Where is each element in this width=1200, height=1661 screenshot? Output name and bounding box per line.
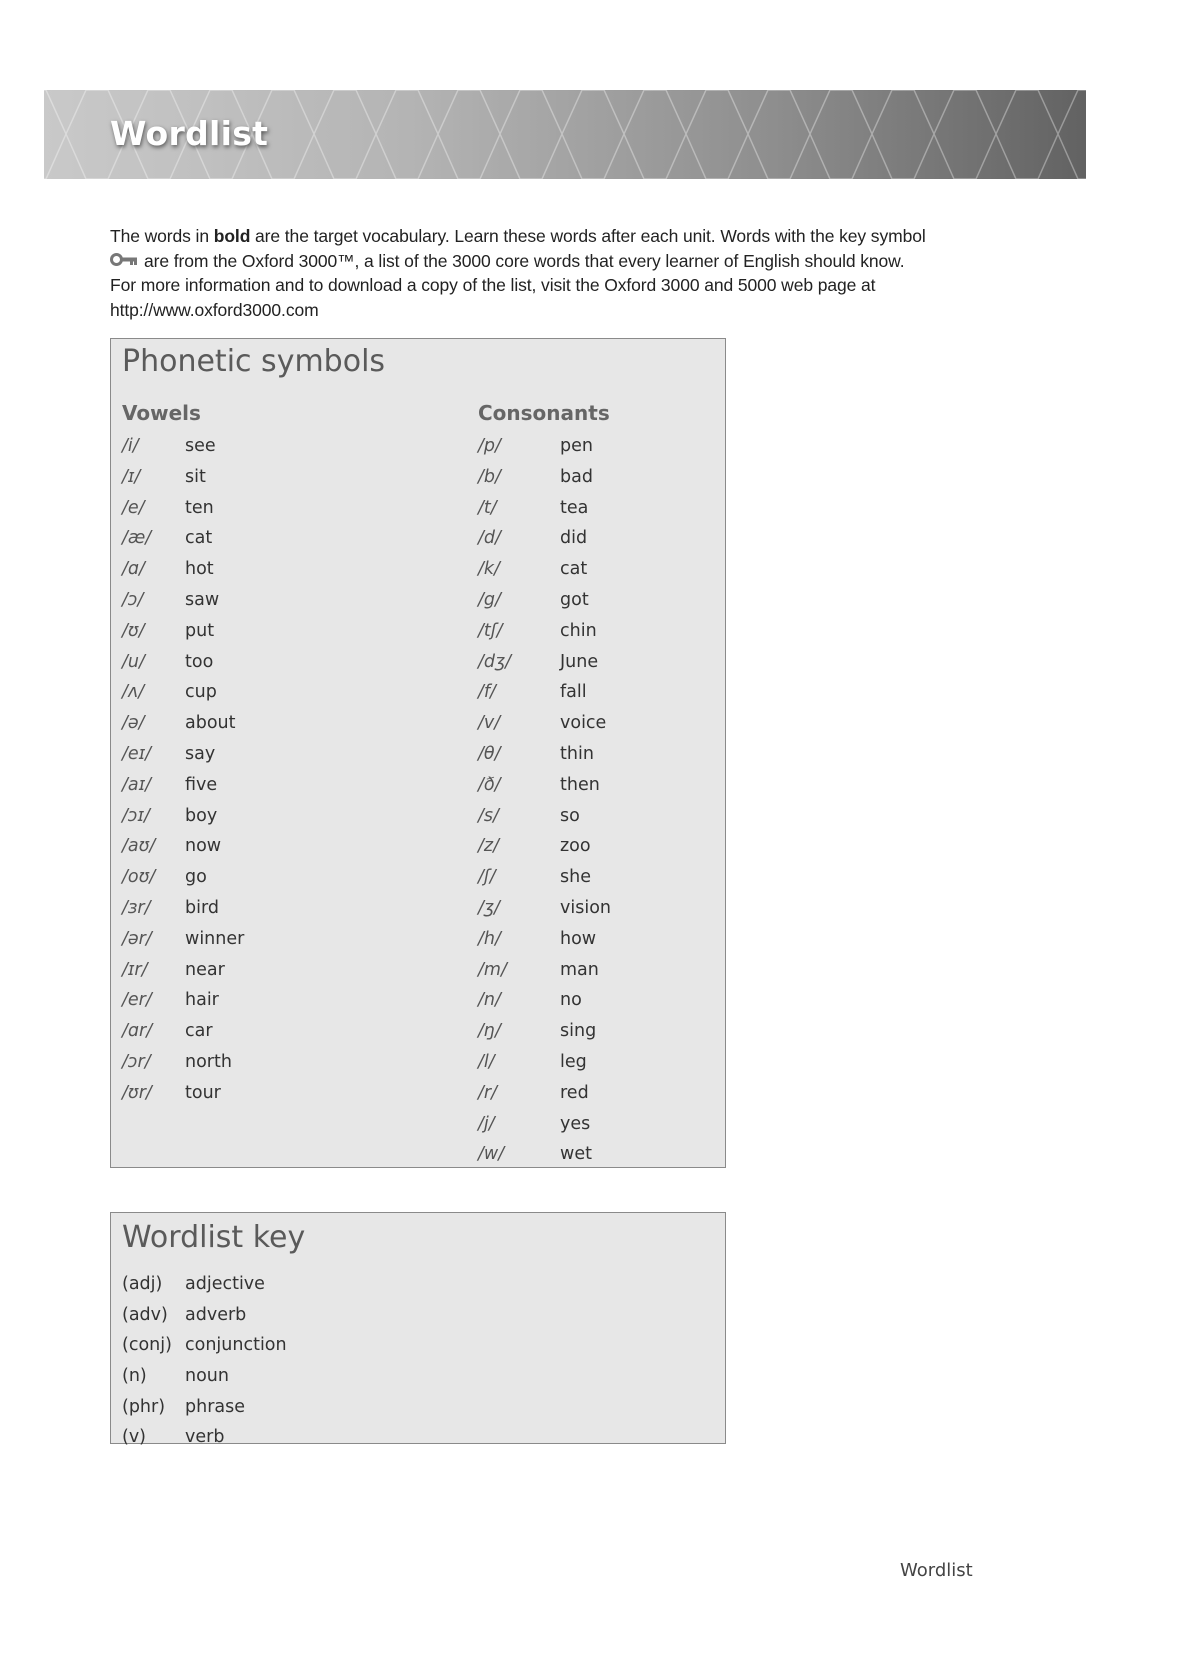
consonant-row bbox=[478, 862, 758, 893]
wordlist-key-panel bbox=[110, 1212, 726, 1448]
consonant-row bbox=[478, 1078, 758, 1109]
consonant-row bbox=[478, 585, 758, 616]
consonant-row-word: did bbox=[560, 528, 588, 549]
vowel-row-word: sit bbox=[185, 466, 206, 487]
vowel-row-word: near bbox=[185, 959, 225, 980]
consonant-row-symbol: /j/ bbox=[478, 1113, 495, 1134]
vowel-row-word: five bbox=[185, 774, 218, 795]
intro-text-segment: are from the Oxford 3000™, a list of the 3000 core words that every learner of English should know. bbox=[144, 250, 905, 271]
consonant-row-word: red bbox=[560, 1082, 589, 1103]
vowel-row bbox=[122, 431, 402, 462]
consonant-row-symbol: /dʒ/ bbox=[478, 651, 512, 672]
consonant-row-word: so bbox=[560, 805, 580, 826]
vowel-row-word: ten bbox=[185, 497, 214, 518]
vowel-row bbox=[122, 616, 402, 647]
vowel-row-symbol: /ʊ/ bbox=[122, 620, 145, 641]
consonant-row bbox=[478, 431, 758, 462]
consonant-row-symbol: /ʒ/ bbox=[478, 897, 500, 918]
consonant-row-symbol: /t/ bbox=[478, 497, 497, 518]
consonant-row bbox=[478, 831, 758, 862]
vowel-row-word: now bbox=[185, 836, 222, 857]
consonant-row-word: leg bbox=[560, 1051, 587, 1072]
key-row bbox=[122, 1300, 522, 1331]
page-title: Wordlist bbox=[110, 114, 269, 153]
key-row-abbr: (adj) bbox=[122, 1274, 163, 1294]
vowel-row-symbol: /ɔɪ/ bbox=[122, 805, 150, 826]
vowel-row-symbol: /u/ bbox=[122, 651, 145, 672]
key-row-full: adjective bbox=[185, 1274, 265, 1294]
consonant-row bbox=[478, 770, 758, 801]
vowel-row-symbol: /eɪ/ bbox=[122, 743, 152, 764]
vowel-row bbox=[122, 523, 402, 554]
consonant-row-word: got bbox=[560, 589, 589, 610]
vowel-row bbox=[122, 585, 402, 616]
consonant-row bbox=[478, 647, 758, 678]
consonant-row-symbol: /m/ bbox=[478, 959, 507, 980]
oxford3000-link[interactable]: http://www.oxford3000.com bbox=[110, 299, 319, 320]
intro-paragraph-1 bbox=[110, 224, 1030, 273]
vowel-row-word: tour bbox=[185, 1082, 221, 1103]
consonant-row-word: cat bbox=[560, 559, 588, 580]
vowel-row-word: about bbox=[185, 713, 236, 734]
consonant-row bbox=[478, 801, 758, 832]
consonant-row-word: thin bbox=[560, 743, 594, 764]
intro-bold-word: bold bbox=[213, 226, 251, 246]
consonant-row bbox=[478, 985, 758, 1016]
vowel-row-symbol: /ɔ/ bbox=[122, 589, 144, 610]
vowel-row bbox=[122, 462, 402, 493]
vowel-row-word: cup bbox=[185, 682, 217, 703]
consonant-row-word: then bbox=[560, 774, 600, 795]
consonant-row-word: how bbox=[560, 928, 597, 949]
vowel-row-symbol: /i/ bbox=[122, 436, 139, 456]
vowel-row-symbol: /e/ bbox=[122, 497, 145, 518]
wordlist-key-list bbox=[122, 1269, 522, 1453]
consonant-row-symbol: /g/ bbox=[478, 589, 501, 610]
consonant-row-word: voice bbox=[560, 713, 607, 734]
consonant-row-word: chin bbox=[560, 620, 597, 641]
vowel-row-word: see bbox=[185, 436, 216, 456]
header-banner bbox=[44, 90, 1086, 179]
vowel-row bbox=[122, 770, 402, 801]
key-row-full: phrase bbox=[185, 1396, 246, 1417]
key-row-abbr: (phr) bbox=[122, 1396, 166, 1417]
intro-text bbox=[110, 224, 1030, 322]
vowel-row-word: hot bbox=[185, 559, 214, 580]
consonant-row bbox=[478, 1047, 758, 1078]
consonant-row-symbol: /n/ bbox=[478, 990, 501, 1011]
consonant-row-word: wet bbox=[560, 1144, 592, 1165]
vowel-row bbox=[122, 1078, 402, 1109]
consonant-row-symbol: /h/ bbox=[478, 928, 501, 949]
vowel-row-symbol: /ɪr/ bbox=[122, 959, 148, 980]
wordlist-key-title: Wordlist key bbox=[122, 1220, 306, 1255]
vowel-row bbox=[122, 1047, 402, 1078]
vowel-row-word: north bbox=[185, 1051, 232, 1072]
vowel-row-word: cat bbox=[185, 528, 213, 549]
key-row bbox=[122, 1330, 522, 1361]
vowel-row-symbol: /ʊr/ bbox=[122, 1082, 152, 1103]
consonant-row-word: bad bbox=[560, 466, 593, 487]
key-row-full: noun bbox=[185, 1366, 229, 1387]
vowel-row-word: boy bbox=[185, 805, 218, 826]
vowel-row-word: put bbox=[185, 620, 215, 641]
vowel-row-symbol: /er/ bbox=[122, 990, 152, 1011]
consonant-row bbox=[478, 1016, 758, 1047]
key-row-abbr: (adv) bbox=[122, 1304, 168, 1325]
intro-text-segment: The words in bbox=[110, 226, 214, 246]
consonant-row-word: tea bbox=[560, 497, 589, 518]
vowel-row-word: saw bbox=[185, 589, 220, 610]
vowel-row-symbol: /ɑ/ bbox=[122, 559, 145, 580]
vowel-row bbox=[122, 862, 402, 893]
consonant-row-symbol: /k/ bbox=[478, 559, 500, 580]
consonant-row bbox=[478, 554, 758, 585]
vowel-row-word: too bbox=[185, 651, 214, 672]
vowel-row bbox=[122, 985, 402, 1016]
vowel-row-word: hair bbox=[185, 990, 219, 1011]
key-row bbox=[122, 1269, 522, 1300]
consonant-row-symbol: /f/ bbox=[478, 682, 496, 703]
consonant-row bbox=[478, 616, 758, 647]
consonant-row-word: fall bbox=[560, 682, 587, 703]
vowel-row-word: winner bbox=[185, 928, 245, 949]
vowel-row-symbol: /ə/ bbox=[122, 713, 145, 734]
consonant-row-symbol: /d/ bbox=[478, 528, 501, 549]
consonant-row bbox=[478, 955, 758, 986]
phonetic-symbols-title: Phonetic symbols bbox=[122, 344, 386, 379]
vowel-row bbox=[122, 677, 402, 708]
consonant-row bbox=[478, 493, 758, 524]
key-row-full: adverb bbox=[185, 1304, 247, 1325]
vowel-row-symbol: /ɔr/ bbox=[122, 1051, 151, 1072]
vowel-row-symbol: /ɪ/ bbox=[122, 466, 141, 487]
vowel-row bbox=[122, 1016, 402, 1047]
phonetic-symbols-panel bbox=[110, 338, 726, 1168]
consonant-row-symbol: /ŋ/ bbox=[478, 1021, 501, 1042]
consonant-row bbox=[478, 677, 758, 708]
key-row-full: conjunction bbox=[185, 1335, 287, 1356]
consonant-row bbox=[478, 708, 758, 739]
vowel-row-symbol: /ər/ bbox=[122, 928, 152, 949]
consonant-row bbox=[478, 1139, 758, 1170]
key-row-abbr: (conj) bbox=[122, 1335, 172, 1356]
consonant-row-word: pen bbox=[560, 436, 593, 456]
vowel-row-symbol: /aʊ/ bbox=[122, 836, 156, 857]
consonant-row-word: sing bbox=[560, 1021, 597, 1042]
consonant-row bbox=[478, 1109, 758, 1140]
consonant-row-word: she bbox=[560, 867, 591, 888]
vowel-row bbox=[122, 739, 402, 770]
vowels-list bbox=[122, 431, 402, 1109]
consonant-row-word: June bbox=[560, 651, 599, 672]
intro-text-segment: are the target vocabulary. Learn these words after each unit. Words with the key symbol bbox=[250, 226, 926, 246]
key-row bbox=[122, 1361, 522, 1392]
vowel-row bbox=[122, 647, 402, 678]
footer-label: Wordlist bbox=[900, 1560, 973, 1581]
vowel-row-word: say bbox=[185, 743, 216, 764]
key-row bbox=[122, 1392, 522, 1423]
key-row bbox=[122, 1422, 522, 1453]
consonant-row-symbol: /ð/ bbox=[478, 774, 501, 795]
vowel-row-word: go bbox=[185, 867, 207, 888]
consonant-row-word: zoo bbox=[560, 836, 591, 857]
vowel-row bbox=[122, 893, 402, 924]
consonant-row-symbol: /l/ bbox=[478, 1051, 495, 1072]
consonant-row bbox=[478, 893, 758, 924]
vowel-row-symbol: /ɜr/ bbox=[122, 897, 151, 918]
consonant-row-symbol: /v/ bbox=[478, 713, 501, 734]
consonant-row bbox=[478, 924, 758, 955]
vowel-row bbox=[122, 554, 402, 585]
consonant-row-symbol: /ʃ/ bbox=[478, 867, 496, 888]
consonant-row-word: yes bbox=[560, 1113, 591, 1134]
consonant-row bbox=[478, 462, 758, 493]
vowel-row-word: bird bbox=[185, 897, 219, 918]
consonants-heading: Consonants bbox=[478, 401, 610, 425]
vowel-row bbox=[122, 955, 402, 986]
vowel-row bbox=[122, 801, 402, 832]
consonant-row-symbol: /r/ bbox=[478, 1082, 497, 1103]
key-icon bbox=[110, 253, 138, 266]
consonant-row-word: no bbox=[560, 990, 582, 1011]
consonant-row bbox=[478, 739, 758, 770]
consonant-row-symbol: /z/ bbox=[478, 836, 499, 857]
vowels-heading: Vowels bbox=[122, 401, 201, 425]
consonants-list bbox=[478, 431, 758, 1170]
consonant-row-symbol: /p/ bbox=[478, 436, 501, 456]
consonant-row-symbol: /b/ bbox=[478, 466, 501, 487]
vowel-row-symbol: /aɪ/ bbox=[122, 774, 152, 795]
vowel-row bbox=[122, 708, 402, 739]
consonant-row-symbol: /tʃ/ bbox=[478, 620, 503, 641]
intro-paragraph-2: For more information and to download a copy of the list, visit the Oxford 3000 and 5000 web page at bbox=[110, 275, 876, 295]
vowel-row-symbol: /ɑr/ bbox=[122, 1021, 153, 1042]
key-row-abbr: (v) bbox=[122, 1427, 147, 1448]
consonant-row bbox=[478, 523, 758, 554]
key-row-abbr: (n) bbox=[122, 1366, 147, 1387]
vowel-row-word: car bbox=[185, 1021, 213, 1042]
vowel-row bbox=[122, 924, 402, 955]
consonant-row-symbol: /s/ bbox=[478, 805, 499, 826]
consonant-row-symbol: /θ/ bbox=[478, 743, 501, 764]
vowel-row-symbol: /ʌ/ bbox=[122, 682, 145, 703]
consonant-row-word: man bbox=[560, 959, 599, 980]
vowel-row-symbol: /oʊ/ bbox=[122, 867, 156, 888]
vowel-row-symbol: /æ/ bbox=[122, 528, 152, 549]
vowel-row bbox=[122, 493, 402, 524]
key-row-full: verb bbox=[185, 1427, 225, 1448]
consonant-row-symbol: /w/ bbox=[478, 1144, 505, 1165]
consonant-row-word: vision bbox=[560, 897, 611, 918]
vowel-row bbox=[122, 831, 402, 862]
